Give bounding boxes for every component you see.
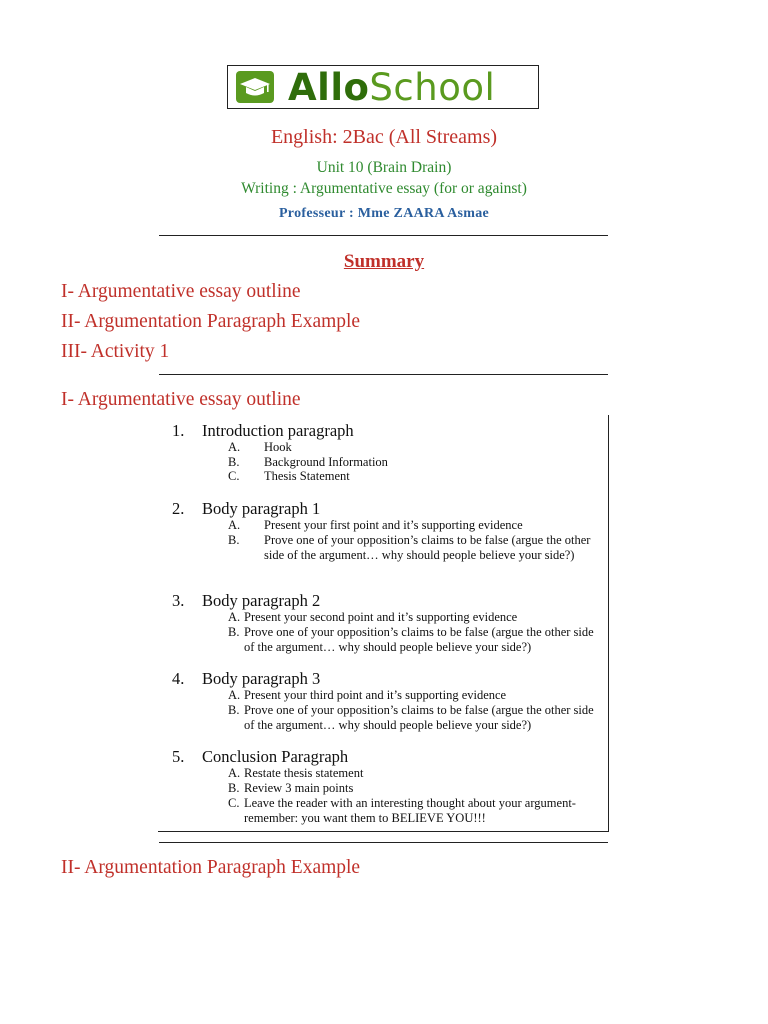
section-heading: II- Argumentation Paragraph Example [61, 857, 361, 878]
outline-section [172, 421, 354, 441]
outline-text: Prove one of your opposition’s claims to be false (argue the other side of the argument… why should people believe your side?) [244, 625, 594, 654]
document-title: English: 2Bac (All Streams) [270, 126, 498, 148]
outline-number: 1. [172, 421, 185, 440]
outline-title: Body paragraph 2 [202, 591, 321, 610]
outline-item [228, 625, 594, 655]
outline-text: Hook [264, 440, 292, 454]
outline-text: Leave the reader with an interesting thought about your argument- remember: you want them to BELIEVE YOU!!! [244, 796, 576, 825]
logo-wordmark [288, 65, 496, 109]
outline-item [228, 796, 594, 826]
outline-text: Thesis Statement [264, 469, 350, 483]
outline-number: 5. [172, 747, 185, 766]
divider [159, 235, 608, 236]
essay-outline-figure [158, 415, 609, 832]
outline-text: Present your second point and it’s supporting evidence [244, 610, 518, 624]
logo-brand-part1: Allo [288, 65, 370, 109]
writing-subtitle: Writing : Argumentative essay (for or against) [241, 180, 527, 197]
outline-letter: B. [228, 625, 240, 639]
outline-item [228, 440, 594, 455]
outline-letter: C. [228, 796, 240, 810]
divider [159, 842, 608, 843]
divider [159, 374, 608, 375]
section-heading: I- Argumentative essay outline [61, 389, 301, 410]
summary-item: II- Argumentation Paragraph Example [61, 311, 361, 332]
outline-number: 4. [172, 669, 185, 688]
alloschool-logo[interactable] [227, 65, 539, 109]
outline-letter: C. [228, 469, 240, 483]
outline-letter: B. [228, 455, 240, 469]
outline-letter: B. [228, 703, 240, 717]
outline-text: Prove one of your opposition’s claims to be false (argue the other side of the argument… why should people believe your side?) [264, 533, 591, 562]
outline-text: Present your first point and it’s supporting evidence [264, 518, 523, 532]
outline-number: 2. [172, 499, 185, 518]
outline-text: Review 3 main points [244, 781, 354, 795]
outline-item [228, 469, 594, 484]
outline-item [228, 610, 594, 625]
outline-letter: A. [228, 440, 241, 454]
outline-title: Introduction paragraph [202, 421, 354, 440]
outline-title: Conclusion Paragraph [202, 747, 349, 766]
outline-title: Body paragraph 3 [202, 669, 321, 688]
outline-section [172, 747, 348, 767]
outline-letter: B. [228, 533, 240, 547]
logo-brand-part2: School [369, 65, 496, 109]
outline-text: Background Information [264, 455, 388, 469]
outline-text: Prove one of your opposition’s claims to be false (argue the other side of the argument… why should people believe your side?) [244, 703, 594, 732]
outline-letter: A. [228, 688, 241, 702]
outline-item [228, 688, 594, 703]
outline-letter: A. [228, 766, 241, 780]
outline-item [228, 766, 594, 781]
outline-text: Restate thesis statement [244, 766, 364, 780]
outline-item [228, 518, 594, 533]
professor-name: Professeur : Mme ZAARA Asmae [278, 206, 490, 221]
unit-subtitle: Unit 10 (Brain Drain) [316, 159, 452, 176]
outline-letter: A. [228, 518, 241, 532]
summary-item: III- Activity 1 [61, 341, 170, 362]
outline-section [172, 499, 320, 519]
summary-item: I- Argumentative essay outline [61, 281, 301, 302]
outline-number: 3. [172, 591, 185, 610]
outline-text: Present your third point and it’s supporting evidence [244, 688, 507, 702]
outline-item [228, 533, 594, 563]
outline-item [228, 703, 594, 733]
outline-item [228, 781, 594, 796]
outline-letter: B. [228, 781, 240, 795]
summary-heading: Summary [343, 251, 425, 272]
outline-section [172, 591, 320, 611]
graduation-cap-icon [236, 71, 274, 103]
outline-letter: A. [228, 610, 241, 624]
outline-title: Body paragraph 1 [202, 499, 321, 518]
outline-item [228, 455, 594, 470]
outline-section [172, 669, 320, 689]
